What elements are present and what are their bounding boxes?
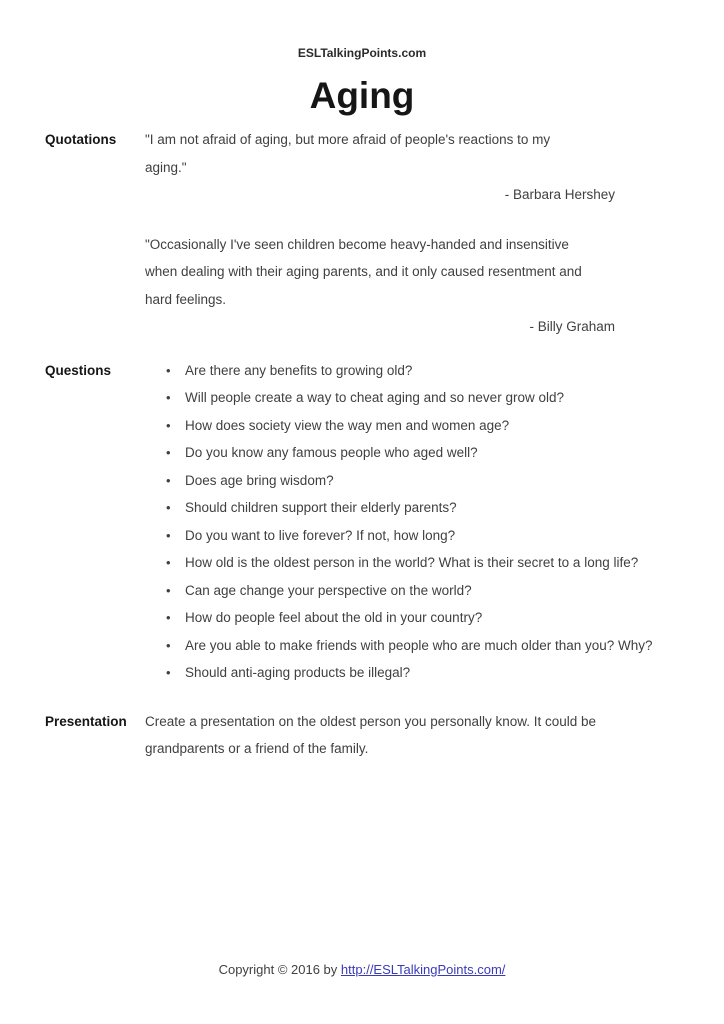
quote-block-2 [145, 231, 615, 341]
page-title: Aging [309, 75, 415, 116]
question-text: Will people create a way to cheat aging and so never grow old? [185, 390, 564, 405]
quote-line: aging." [145, 159, 187, 175]
question-item [145, 384, 679, 412]
question-text: Can age change your perspective on the world? [185, 582, 472, 598]
bullet-icon: • [166, 362, 171, 378]
quote-line: "I am not afraid of aging, but more afraid of people's reactions to my [145, 132, 551, 147]
question-item [145, 494, 679, 522]
question-item [145, 467, 679, 495]
question-text: Should children support their elderly parents? [185, 500, 457, 515]
quotations-content [145, 126, 615, 341]
bullet-icon: • [166, 527, 171, 543]
footer [0, 960, 724, 980]
quote-attribution: - Barbara Hershey [504, 187, 615, 202]
quote-line: hard feelings. [145, 291, 227, 307]
question-item [145, 522, 679, 550]
bullet-icon: • [166, 582, 171, 598]
question-text: How do people feel about the old in your country? [185, 610, 483, 625]
question-text: Should anti-aging products be illegal? [185, 665, 411, 680]
quote-attribution: - Billy Graham [529, 319, 615, 334]
bullet-icon: • [166, 445, 171, 460]
quote-block-1 [145, 126, 615, 209]
question-item [145, 632, 679, 660]
question-text: Do you know any famous people who aged well? [185, 445, 478, 460]
bullet-icon: • [166, 555, 171, 570]
presentation-label: Presentation [45, 713, 127, 729]
bullet-icon: • [166, 637, 171, 653]
questions-section [0, 357, 724, 687]
question-list [145, 357, 679, 687]
question-item [145, 604, 679, 632]
quote-line: when dealing with their aging parents, and it only caused resentment and [145, 264, 582, 279]
quotations-label: Quotations [45, 132, 117, 147]
question-item [145, 357, 679, 385]
bullet-icon: • [166, 610, 171, 625]
question-text: Does age bring wisdom? [185, 472, 334, 488]
question-text: How does society view the way men and women age? [185, 417, 510, 433]
quotations-section [0, 126, 724, 341]
bullet-icon: • [166, 472, 171, 488]
question-item [145, 577, 679, 605]
bullet-icon: • [166, 665, 171, 680]
presentation-section [0, 708, 724, 763]
bullet-icon: • [166, 500, 171, 515]
question-text: Do you want to live forever? If not, how long? [185, 527, 456, 543]
bullet-icon: • [166, 390, 171, 405]
question-item [145, 549, 679, 577]
question-text: Are you able to make friends with people who are much older than you? Why? [185, 637, 653, 653]
site-name: ESLTalkingPoints.com [297, 46, 427, 60]
copyright-text: Copyright © 2016 by [218, 962, 341, 977]
presentation-content [145, 708, 596, 763]
question-item [145, 439, 679, 467]
question-text: How old is the oldest person in the world? What is their secret to a long life? [185, 555, 639, 570]
presentation-line: grandparents or a friend of the family. [145, 741, 369, 756]
question-item [145, 412, 679, 440]
footer-link[interactable]: http://ESLTalkingPoints.com/ [340, 962, 506, 977]
presentation-line: Create a presentation on the oldest person you personally know. It could be [145, 713, 597, 729]
question-item [145, 659, 679, 687]
question-text: Are there any benefits to growing old? [185, 362, 413, 378]
quote-line: "Occasionally I've seen children become heavy-handed and insensitive [145, 236, 569, 252]
bullet-icon: • [166, 417, 171, 433]
questions-label: Questions [45, 362, 112, 378]
